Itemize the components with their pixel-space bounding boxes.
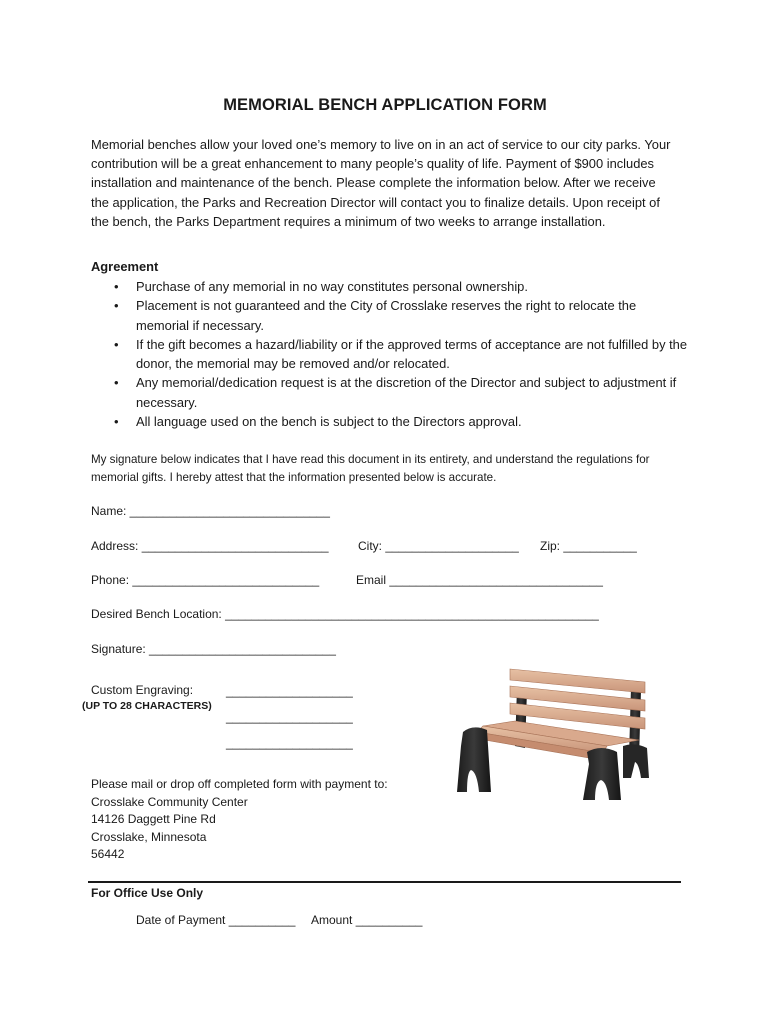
mailing-line: 56442 (91, 847, 125, 862)
zip-field[interactable]: Zip: ___________ (540, 539, 637, 553)
agreement-item: • If the gift becomes a hazard/liability or if the approved terms of acceptance are not fulfilled by the donor, the memorial may be removed and/or relocated. (91, 335, 691, 374)
engraving-line-2[interactable]: ___________________ (226, 710, 353, 724)
custom-engraving-label: Custom Engraving: (91, 683, 194, 697)
signature-field[interactable]: Signature: ____________________________ (91, 642, 336, 656)
agreement-item: • All language used on the bench is subject to the Directors approval. (91, 412, 691, 431)
engraving-line-3[interactable]: ___________________ (226, 736, 353, 750)
agreement-item: • Placement is not guaranteed and the City of Crosslake reserves the right to relocate the memorial if necessary. (91, 296, 691, 335)
attestation-text: My signature below indicates that I have read this document in its entirety, and understand the regulations for memorial gifts. I hereby attest that the information presented below is accurate. (91, 453, 650, 484)
name-field[interactable]: Name: ______________________________ (91, 504, 330, 518)
agreement-list (91, 277, 691, 431)
mailing-line: Crosslake Community Center (91, 794, 248, 809)
mailing-info (91, 776, 388, 864)
page-title: MEMORIAL BENCH APPLICATION FORM (223, 96, 547, 114)
intro-paragraph: Memorial benches allow your loved one’s memory to live on in an act of service to our city parks. Your contribution will be a great enhancement to many people’s quality of life. Payment of $900 includes installation and maintenance of the bench. Please complete the information below. After we receive the application, the Parks and Recreation Director will contact you to finalize details. Upon receipt of the bench, the Parks Department requires a minimum of two weeks to arrange installation. (91, 137, 671, 229)
amount-field[interactable]: Amount __________ (311, 913, 423, 927)
date-of-payment-field[interactable]: Date of Payment __________ (136, 913, 296, 927)
memorial-bench-image (455, 660, 680, 800)
email-field[interactable]: Email ________________________________ (356, 573, 603, 587)
address-field[interactable]: Address: ____________________________ (91, 539, 329, 553)
agreement-item: • Any memorial/dedication request is at the discretion of the Director and subject to adjustment if necessary. (91, 373, 691, 412)
agreement-heading: Agreement (91, 259, 159, 274)
mailing-line: 14126 Daggett Pine Rd (91, 812, 216, 827)
bench-location-field[interactable]: Desired Bench Location: ________________________________________________________ (91, 607, 599, 621)
agreement-item: • Purchase of any memorial in no way constitutes personal ownership. (91, 277, 691, 296)
city-field[interactable]: City: ____________________ (358, 539, 519, 553)
phone-field[interactable]: Phone: ____________________________ (91, 573, 320, 587)
engraving-character-note: (UP TO 28 CHARACTERS) (82, 700, 212, 712)
mailing-line: Crosslake, Minnesota (91, 829, 207, 844)
office-use-heading: For Office Use Only (91, 886, 204, 900)
engraving-line-1[interactable]: ___________________ (226, 684, 353, 698)
mailing-line: Please mail or drop off completed form with payment to: (91, 777, 388, 791)
section-divider (88, 881, 681, 883)
